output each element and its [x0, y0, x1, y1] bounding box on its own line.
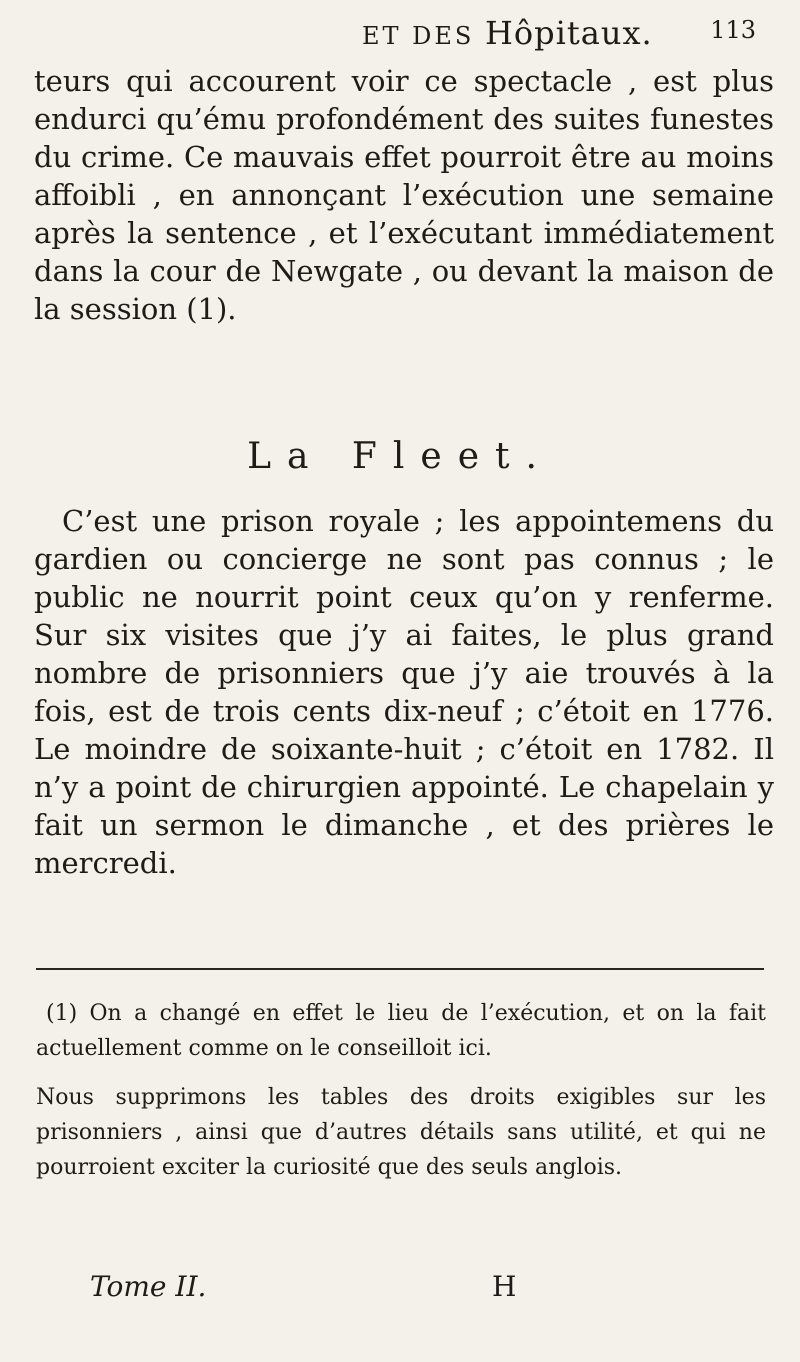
page-footer	[0, 1270, 800, 1310]
paragraph-fleet: C’est une prison royale ; les appointemens du gardien ou concierge ne sont pas connus ; le public ne nourrit point ceux qu’on y renferme. Sur six visites que j’y ai faites, le plus grand nombre de prisonniers que j’y aie trouvés à la fois, est de trois cents dix-neuf ; c’étoit en 1776. Le moindre de soixante-huit ; c’étoit en 1782. Il n’y a point de chirurgien appointé. Le chapelain y fait un sermon le dimanche , et des prières le mercredi.	[34, 504, 774, 880]
footnote-1: (1) On a changé en effet le lieu de l’exécution, et on la fait actuellement comme on le conseilloit ici.	[36, 1001, 766, 1061]
page-header	[32, 14, 782, 54]
running-head-main: Hôpitaux.	[485, 14, 653, 52]
paragraph-continued: teurs qui accourent voir ce spectacle , est plus endurci qu’ému profondément des suites funestes du crime. Ce mauvais effet pourroit être au moins affoibli , en annonçant l’exécution une semaine après la sentence , et l’exécutant immédiatement dans la cour de Newgate , ou devant la maison de la session (1).	[34, 64, 774, 326]
signature-mark: H	[492, 1270, 517, 1303]
volume-label: Tome II.	[90, 1270, 207, 1303]
page-number: 113	[710, 16, 756, 44]
running-head	[362, 14, 653, 52]
footnote-rule	[36, 968, 764, 970]
footnote-2: Nous supprimons les tables des droits exigibles sur les prisonniers , ainsi que d’autres détails sans utilité, et qui ne pourroient exciter la curiosité que des seuls anglois.	[36, 1085, 766, 1180]
section-title: La Fleet.	[247, 436, 553, 477]
running-head-prefix: ET DES	[362, 22, 485, 50]
footnotes	[36, 996, 766, 1185]
